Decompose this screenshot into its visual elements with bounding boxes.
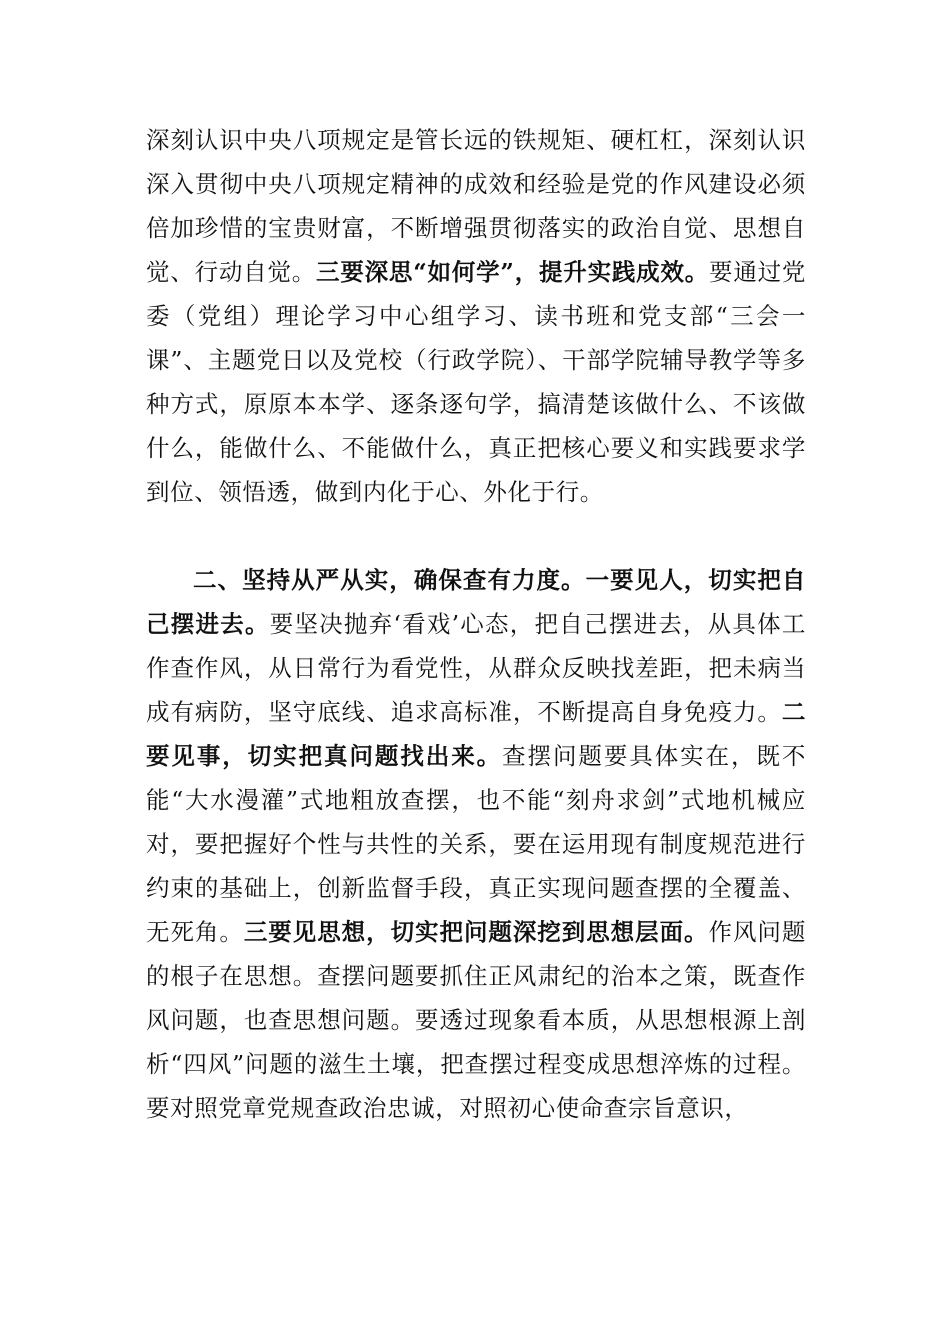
paragraph-1-text-1: 深刻认识中央八项规定是管长远的铁规矩、硬杠杠，深刻认识深入贯彻中央八项规定精神的成效和经验是党的作风建设必须倍加珍惜的宝贵财富，不断增强贯彻落实的政治自觉、思想自觉、行动自觉。 xyxy=(146,126,806,286)
paragraph-2 xyxy=(146,558,806,1130)
document-page xyxy=(146,118,806,1130)
paragraph-1 xyxy=(146,118,806,514)
paragraph-2-text-1: 要坚决抛弃‘看戏’心态，把自己摆进去，从具体工作查作风，从日常行为看党性，从群众反映找差距，把未病当成有病防，坚守底线、追求高标准，不断提高自身免疫力。 xyxy=(146,610,806,726)
paragraph-2-section-heading: 二、坚持从严从实，确保查有力度。一要见人，切实把自己摆进去。 xyxy=(146,566,806,638)
paragraph-2-text-3: 作风问题的根子在思想。查摆问题要抓住正风肃纪的治本之策，既查作风问题，也查思想问题。要透过现象看本质，从思想根源上剖析“四风”问题的滋生土壤，把查摆过程变成思想淬炼的过程。要对照党章党规查政治忠诚，对照初心使命查宗旨意识， xyxy=(146,918,806,1122)
paragraph-1-bold-heading: 三要深思“如何学”，提升实践成效。 xyxy=(316,258,710,286)
paragraph-2-text-2: 查摆问题要具体实在，既不能“大水漫灌”式地粗放查摆，也不能“刻舟求剑”式地机械应对，要把握好个性与共性的关系，要在运用现有制度规范进行约束的基础上，创新监督手段，真正实现问题查摆的全覆盖、无死角。 xyxy=(146,742,807,946)
paragraph-spacer xyxy=(146,514,806,558)
paragraph-1-text-2: 要通过党委（党组）理论学习中心组学习、读书班和党支部“三会一课”、主题党日以及党校（行政学院）、干部学院辅导教学等多种方式，原原本本学、逐条逐句学，搞清楚该做什么、不该做什么，能做什么、不能做什么，真正把核心要义和实践要求学到位、领悟透，做到内化于心、外化于行。 xyxy=(146,258,807,506)
paragraph-2-bold-heading-3: 三要见思想，切实把问题深挖到思想层面。 xyxy=(243,918,709,946)
paragraph-2-bold-heading-2: 二要见事，切实把真问题找出来。 xyxy=(146,698,806,770)
